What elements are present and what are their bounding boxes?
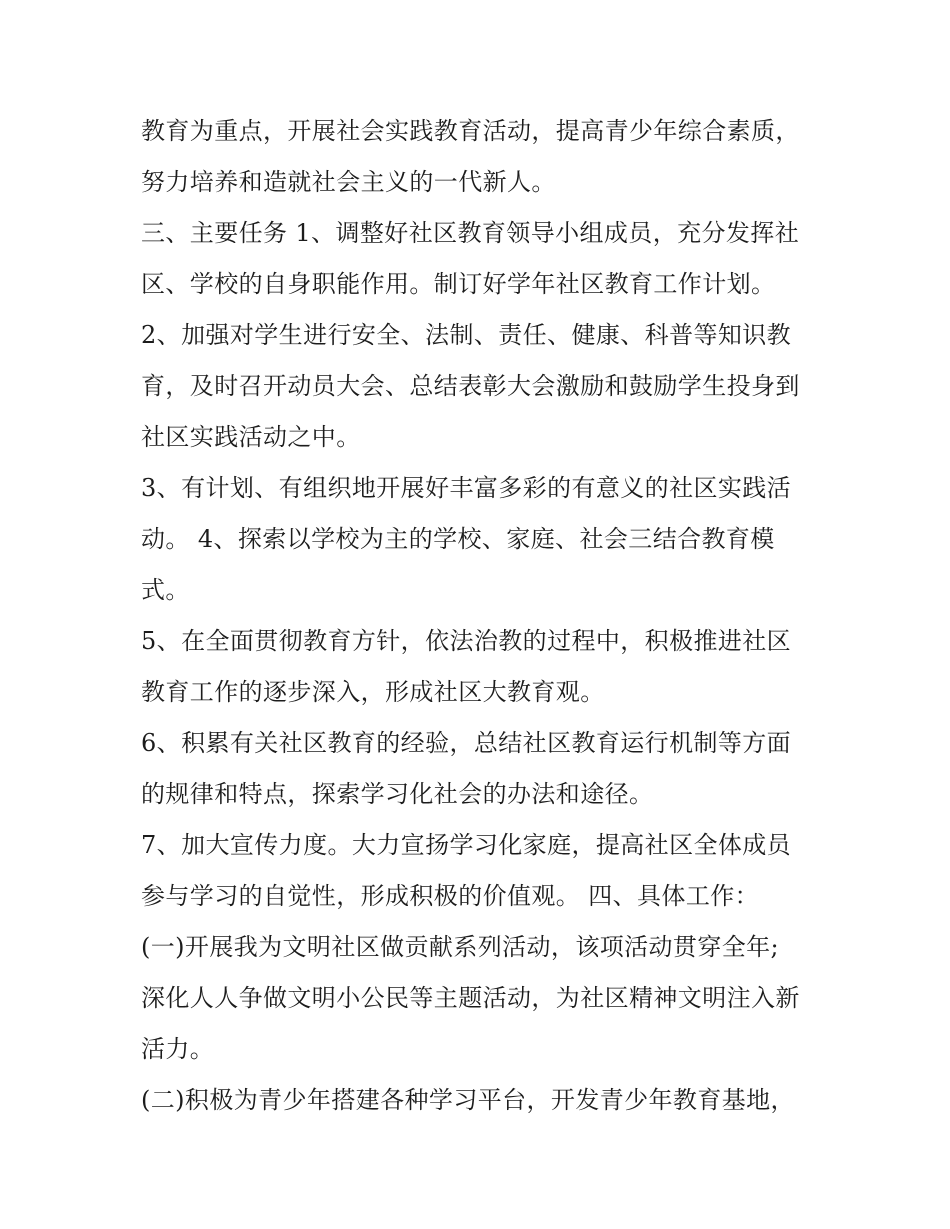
text-line: 7、加大宣传力度。大力宣扬学习化家庭，提高社区全体成员: [141, 831, 792, 859]
text-line: 5、在全面贯彻教育方针，依法治教的过程中，积极推进社区: [141, 627, 792, 655]
text-line: 式。: [141, 576, 190, 604]
text-line: 的规律和特点，探索学习化社会的办法和途径。: [141, 780, 654, 808]
text-line: 育，及时召开动员大会、总结表彰大会激励和鼓励学生投身到: [141, 372, 800, 400]
text-line: 区、学校的自身职能作用。制订好学年社区教育工作计划。: [141, 270, 776, 298]
text-line: 6、积累有关社区教育的经验，总结社区教育运行机制等方面: [141, 729, 792, 757]
text-line: (二)积极为青少年搭建各种学习平台，开发青少年教育基地，: [141, 1086, 795, 1114]
text-line: 教育工作的逐步深入，形成社区大教育观。: [141, 678, 605, 706]
text-line: 活力。: [141, 1035, 215, 1063]
text-line: 动。 4、探索以学校为主的学校、家庭、社会三结合教育模: [141, 525, 775, 553]
text-line: 社区实践活动之中。: [141, 423, 361, 451]
text-line: 参与学习的自觉性，形成积极的价值观。 四、具体工作：: [141, 882, 760, 910]
text-line: 2、加强对学生进行安全、法制、责任、健康、科普等知识教: [141, 321, 792, 349]
text-line: 3、有计划、有组织地开展好丰富多彩的有意义的社区实践活: [141, 474, 792, 502]
document-body: [141, 106, 831, 1126]
text-line: 教育为重点，开展社会实践教育活动，提高青少年综合素质，: [141, 117, 800, 145]
text-line: 三、主要任务 1、调整好社区教育领导小组成员，充分发挥社: [141, 219, 800, 247]
text-line: (一)开展我为文明社区做贡献系列活动，该项活动贯穿全年;: [141, 933, 780, 961]
text-line: 深化人人争做文明小公民等主题活动，为社区精神文明注入新: [141, 984, 800, 1012]
text-line: 努力培养和造就社会主义的一代新人。: [141, 168, 556, 196]
